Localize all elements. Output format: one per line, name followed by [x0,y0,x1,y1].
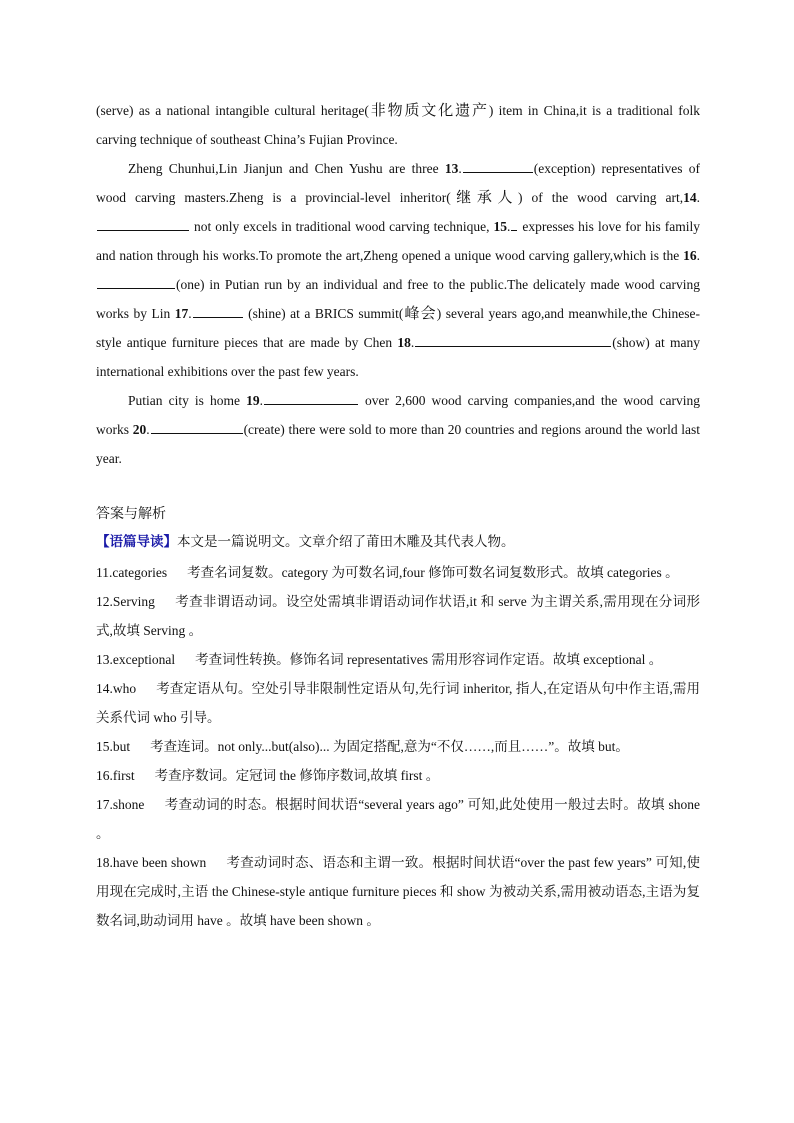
answer-explanation: 考查动词的时态。根据时间状语“several years ago” 可知,此处使用一般过去时。故填 shone 。 [96,797,700,841]
passage-text: . [259,393,263,408]
answer-item-14 [96,674,700,732]
blank-18[interactable] [415,331,611,347]
passage-text: expresses his love for his family and nation through his works.To promote the art,Zheng opened a unique wood carving gallery,which is the [96,219,700,263]
blank-14[interactable] [97,215,189,231]
passage-text: (exception) representatives of wood carving masters.Zheng is a provincial-level inheritor( [96,161,700,205]
question-number-18: 18 [397,335,411,350]
passage-text: . [696,190,700,205]
passage-text: . [410,335,415,350]
answer-item-13 [96,645,700,674]
answer-explanation: 考查序数词。定冠词 the 修饰序数词,故填 first 。 [154,768,440,783]
guide-text: 本文是一篇说明文。文章介绍了莆田木雕及其代表人物。 [177,534,515,550]
passage-paragraph-2 [96,154,700,386]
answer-key: 16.first [96,768,135,783]
answer-explanation: 考查动词时态、语态和主谓一致。根据时间状语“over the past few years” 可知,使用现在完成时,主语 the Chinese-style antique furniture pieces 和 show 为被动关系,需用被动语态,主语为复数名词,助动词用 have 。故填 have been shown 。 [96,855,700,928]
passage-text: . [458,161,462,176]
answer-explanation: 考查名词复数。category 为可数名词,four 修饰可数名词复数形式。故填 categories 。 [187,565,679,580]
blank-13[interactable] [463,157,533,173]
passage-text: Zheng Chunhui,Lin Jianjun and Chen Yushu are three [128,161,445,176]
answers-section [96,502,700,935]
answer-explanation: 考查定语从句。空处引导非限制性定语从句,先行词 inheritor, 指人,在定语从句中作主语,需用关系代词 who 引导。 [96,681,700,725]
passage-guide [96,530,700,554]
answer-item-17 [96,790,700,848]
question-number-15: 15 [493,219,508,234]
passage-text: (create) there were sold to more than 20 countries and regions around the world last year. [96,422,701,466]
passage-text: . [696,248,700,263]
question-number-20: 20 [132,422,147,437]
passage-text: Putian city is home [128,393,247,408]
answer-item-12 [96,587,700,645]
question-number-14: 14 [683,190,697,205]
passage-text: . [146,422,150,437]
blank-20[interactable] [151,418,243,434]
chinese-gloss: 继承人 [450,188,519,206]
reading-passage [96,96,700,473]
blank-16[interactable] [97,273,175,289]
question-number-13: 13 [444,161,459,176]
answer-key: 17.shone [96,797,145,812]
answer-explanation: 考查连词。not only...but(also)... 为固定搭配,意为“不仅……,而且……”。故填 but。 [150,739,629,754]
answer-explanation: 考查非谓语动词。设空处需填非谓语动词作状语,it 和 serve 为主谓关系,需用现在分词形式,故填 Serving 。 [96,594,700,638]
guide-label: 【语篇导读】 [96,534,177,550]
question-number-17: 17 [174,306,189,321]
blank-15[interactable] [511,215,517,231]
chinese-gloss: 非物质文化遗产 [368,101,489,119]
passage-text: ) several years ago,and meanwhile,the Chinese-style antique furniture pieces that are made by Chen [96,306,700,350]
passage-text: ) of the wood carving art, [518,190,684,205]
answer-key: 15.but [96,739,131,754]
answer-key: 14.who [96,681,137,696]
answer-item-11 [96,558,700,587]
answer-item-16 [96,761,700,790]
answer-key: 11.categories [96,565,168,580]
question-number-16: 16 [683,248,697,263]
passage-text: . [507,219,511,234]
answer-key: 12.Serving [96,594,155,609]
blank-17[interactable] [193,302,243,318]
answer-item-15 [96,732,700,761]
passage-text: (shine) at a BRICS summit( [243,306,404,321]
answers-heading: 答案与解析 [96,506,166,522]
chinese-gloss: 峰会 [403,304,437,322]
passage-paragraph-3 [96,386,700,473]
passage-text: . [188,306,192,321]
answer-item-18 [96,848,700,935]
passage-text: ) item in China,it is a traditional folk carving technique of southeast China’s Fujian Province. [96,103,700,147]
blank-19[interactable] [264,389,358,405]
passage-text: (serve) as a national intangible cultural heritage( [96,103,369,118]
answer-explanation: 考查词性转换。修饰名词 representatives 需用形容词作定语。故填 exceptional 。 [195,652,663,667]
answer-key: 13.exceptional [96,652,176,667]
passage-text: not only excels in traditional wood carving technique, [190,219,494,234]
passage-text: over 2,600 wood carving companies,and the wood carving works [96,393,700,437]
answer-key: 18.have been shown [96,855,207,870]
passage-text: (show) at many international exhibitions over the past few years. [96,335,700,379]
passage-text: (one) in Putian run by an individual and free to the public.The delicately made wood carving works by Lin [96,277,700,321]
question-number-19: 19 [246,393,260,408]
passage-paragraph-1 [96,96,700,154]
